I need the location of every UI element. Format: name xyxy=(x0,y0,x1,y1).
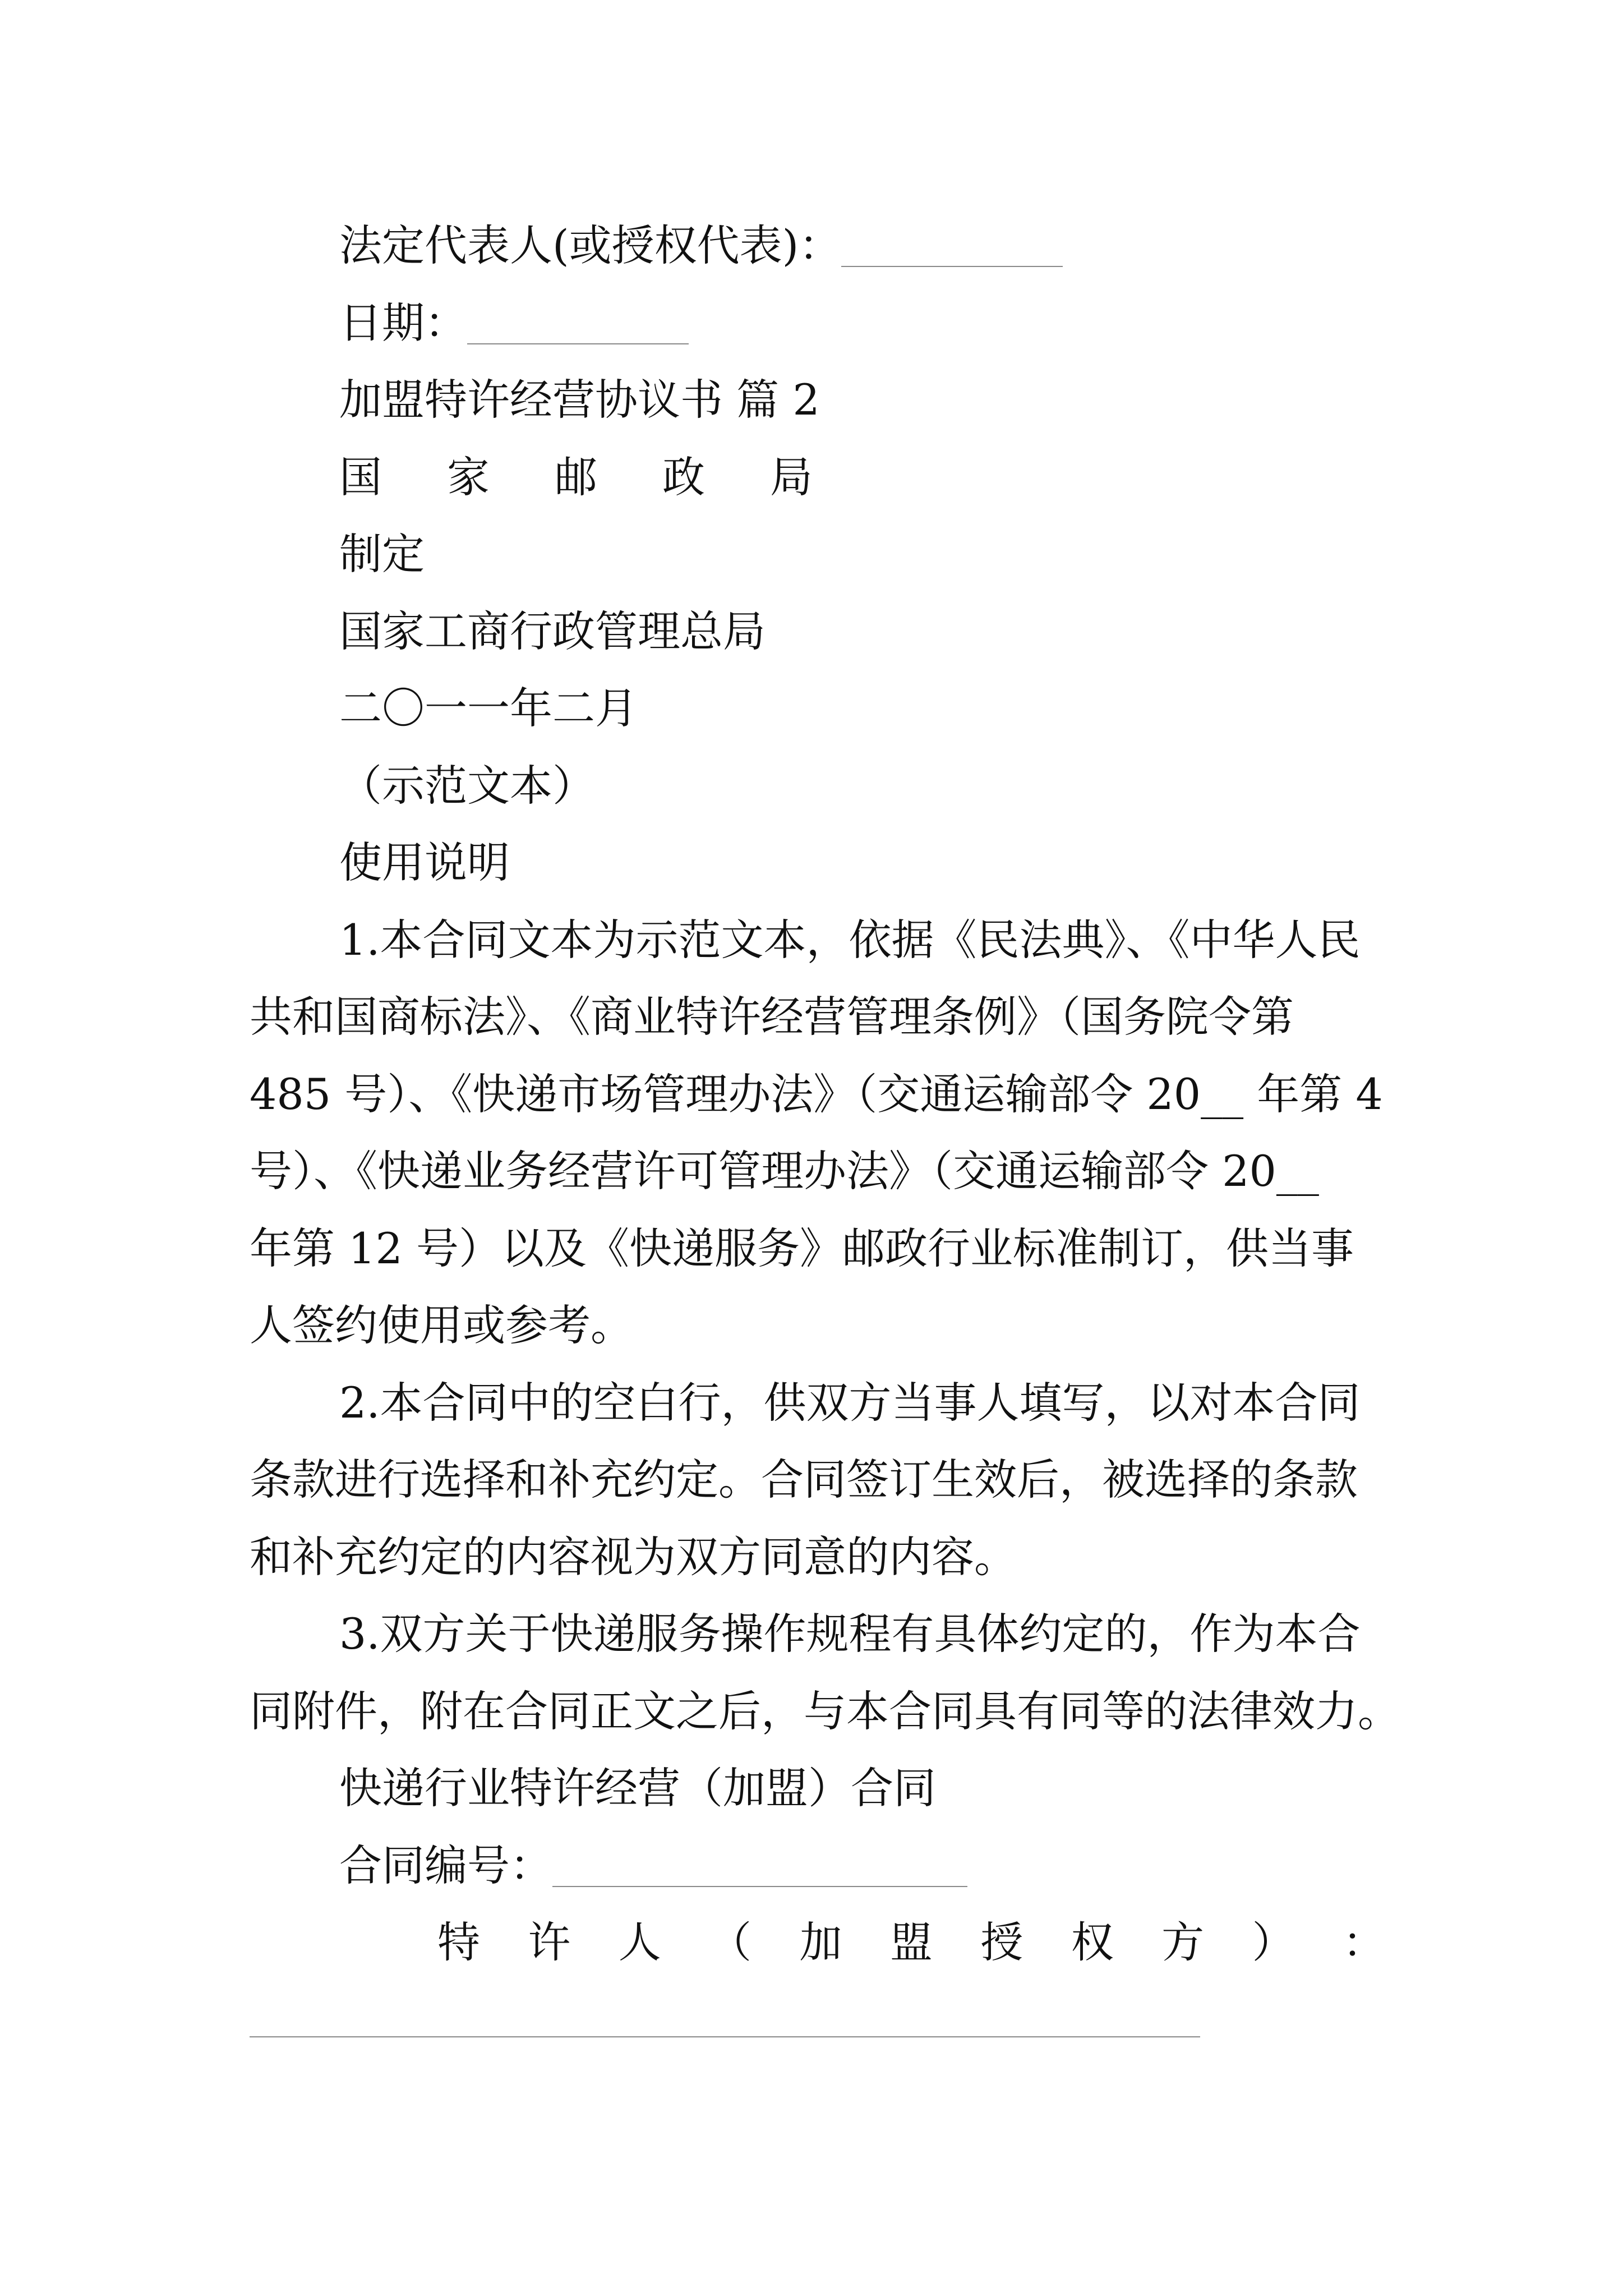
issuer-state-post-bureau: 国 家 邮 政 局 xyxy=(339,452,824,502)
franchisor-line xyxy=(437,1917,1385,1967)
legal-representative-label: 法定代表人(或授权代表)： xyxy=(339,220,842,270)
date-line xyxy=(339,298,689,348)
franchisor-char: 加 xyxy=(799,1917,842,1967)
instruction-1-line-2: 共和国商标法》、《商业特许经营管理条例》（国务院令第 xyxy=(250,992,1294,1042)
franchisor-char: ） xyxy=(1252,1917,1295,1967)
instruction-1-line-4: 号）、《快递业务经营许可管理办法》（交通运输部令 20__ xyxy=(250,1146,1319,1196)
contract-number-label: 合同编号： xyxy=(339,1841,552,1890)
instruction-2-line-3: 和补充约定的内容视为双方同意的内容。 xyxy=(250,1532,1017,1582)
model-text-note: （示范文本） xyxy=(339,761,595,811)
instruction-2-line-1: 2.本合同中的空白行，供双方当事人填写，以对本合同 xyxy=(339,1378,1361,1428)
franchisor-char: ： xyxy=(1342,1917,1385,1967)
franchisor-char: 授 xyxy=(980,1917,1023,1967)
agreement-title-part2: 加盟特许经营协议书 篇 2 xyxy=(339,375,820,425)
franchisor-char: 方 xyxy=(1161,1917,1205,1967)
franchisor-char: 人 xyxy=(618,1917,661,1967)
date-blank xyxy=(467,304,689,344)
date-label: 日期： xyxy=(339,298,467,348)
instruction-1-line-1: 1.本合同文本为示范文本，依据《民法典》、《中华人民 xyxy=(339,915,1361,965)
franchisor-char: 盟 xyxy=(889,1917,933,1967)
legal-representative-line xyxy=(339,220,1063,270)
franchisor-char: 权 xyxy=(1071,1917,1114,1967)
usage-instructions-heading: 使用说明 xyxy=(339,838,510,887)
instruction-1-line-3: 485 号）、《快递市场管理办法》（交通运输部令 20__ 年第 4 xyxy=(250,1069,1383,1119)
franchisor-char: （ xyxy=(709,1917,752,1967)
issued-label: 制定 xyxy=(339,529,425,579)
issuer-saic: 国家工商行政管理总局 xyxy=(339,606,766,656)
franchisor-blank xyxy=(250,2036,1200,2037)
contract-title: 快递行业特许经营（加盟）合同 xyxy=(339,1763,936,1813)
instruction-3-line-2: 同附件，附在合同正文之后，与本合同具有同等的法律效力。 xyxy=(250,1686,1400,1736)
contract-number-blank xyxy=(552,1847,967,1887)
contract-number-line xyxy=(339,1841,967,1890)
instruction-1-line-6: 人签约使用或参考。 xyxy=(250,1300,633,1350)
instruction-1-line-5: 年第 12 号）以及《快递服务》邮政行业标准制订，供当事 xyxy=(250,1223,1354,1273)
issue-date: 二〇一一年二月 xyxy=(339,683,638,733)
instruction-2-line-2: 条款进行选择和补充约定。合同签订生效后，被选择的条款 xyxy=(250,1455,1358,1504)
franchisor-char: 许 xyxy=(528,1917,571,1967)
franchisor-char: 特 xyxy=(437,1917,480,1967)
instruction-3-line-1: 3.双方关于快递服务操作规程有具体约定的，作为本合 xyxy=(339,1609,1361,1659)
legal-representative-blank xyxy=(841,227,1063,267)
